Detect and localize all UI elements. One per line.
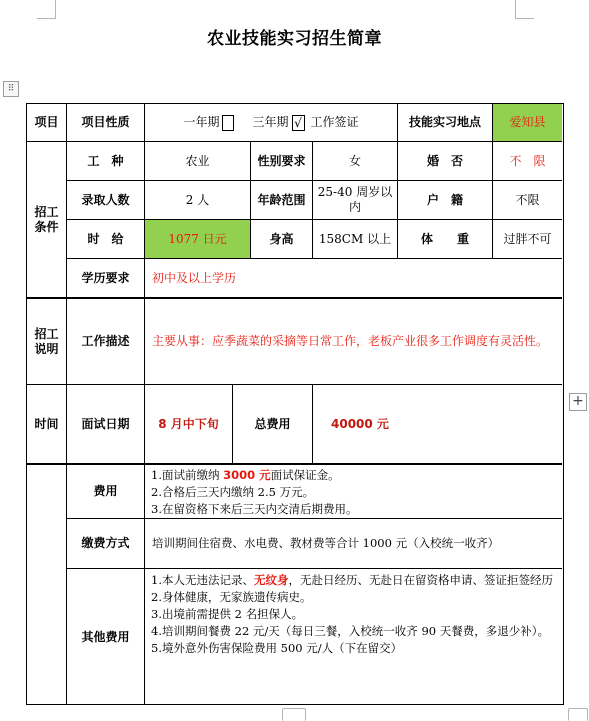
location-label: 技能实习地点: [398, 104, 493, 142]
other-line-5: 5.境外意外伤害保险费用 500 元/人（下在留交）: [151, 641, 403, 655]
headcount-value: 2 人: [145, 181, 251, 220]
recruit-desc-section-label: 招工说明: [27, 299, 67, 385]
crop-mark-top-left: [37, 0, 56, 19]
table-move-handle-icon[interactable]: ⠿: [3, 81, 19, 97]
option-three-year-label: 三年期: [252, 115, 289, 129]
job-type-label: 工 种: [67, 142, 145, 181]
age-value: 25-40 周岁以内: [313, 181, 398, 220]
weight-value: 过胖不可: [493, 220, 562, 259]
job-type-value: 农业: [145, 142, 251, 181]
education-value: 初中及以上学历: [145, 259, 562, 299]
location-value: 爱知县: [493, 104, 562, 142]
total-fee-value: 40000 元: [313, 385, 562, 465]
document-title: 农业技能实习招生简章: [207, 29, 382, 49]
other-line-3: 3.出境前需提供 2 名担保人。: [151, 607, 304, 621]
headcount-label: 录取人数: [67, 181, 145, 220]
payment-method-value: 培训期间住宿费、水电费、教材费等合计 1000 元（入校统一收齐）: [145, 519, 562, 569]
add-row-icon[interactable]: +: [569, 393, 587, 411]
interview-date-value: 8 月中下旬: [145, 385, 233, 465]
page-tab-bottom: [282, 708, 306, 721]
other-line-1-prefix: 1.本人无违法记录、: [151, 573, 254, 587]
work-desc-value: 主要从事：应季蔬菜的采摘等日常工作，老板产业很多工作调度有灵活性。: [145, 299, 562, 385]
gender-label: 性别要求: [251, 142, 313, 181]
no-tattoo-text: 无纹身: [253, 573, 289, 587]
total-fee-label: 总费用: [233, 385, 313, 465]
hukou-label: 户 籍: [398, 181, 493, 220]
other-fees-details: [145, 569, 562, 705]
other-fees-label: 其他费用: [67, 569, 145, 705]
fee-line-1-prefix: 1.面试前缴纳: [151, 468, 224, 482]
option-work-visa-label: 工作签证: [310, 115, 359, 129]
nature-header: 项目性质: [67, 104, 145, 142]
item-header: 项目: [27, 104, 67, 142]
one-year-checkbox[interactable]: [222, 115, 234, 131]
wage-label: 时 给: [67, 220, 145, 259]
term-options: [145, 104, 398, 142]
time-section-label: 时间: [27, 385, 67, 465]
height-label: 身高: [251, 220, 313, 259]
payment-method-label: 缴费方式: [67, 519, 145, 569]
hukou-value: 不限: [493, 181, 562, 220]
crop-mark-top-right: [515, 0, 534, 19]
fee-label: 费用: [67, 465, 145, 519]
wage-value: 1077 日元: [145, 220, 251, 259]
weight-label: 体 重: [398, 220, 493, 259]
recruitment-table: [26, 103, 564, 705]
fee-line-3: 3.在留资格下来后三天内交清后期费用。: [151, 502, 358, 516]
fee-line-1-suffix: 面试保证金。: [270, 468, 340, 482]
fee-details: [145, 465, 562, 519]
education-label: 学历要求: [67, 259, 145, 299]
height-value: 158CM 以上: [313, 220, 398, 259]
interview-date-label: 面试日期: [67, 385, 145, 465]
marriage-label: 婚 否: [398, 142, 493, 181]
fee-line-2: 2.合格后三天内缴纳 2.5 万元。: [151, 485, 315, 499]
age-label: 年龄范围: [251, 181, 313, 220]
other-line-4: 4.培训期间餐费 22 元/天（每日三餐，入校统一收齐 90 天餐费，多退少补）。: [151, 624, 549, 638]
recruit-section-label: 招工条件: [27, 142, 67, 299]
option-one-year-label: 一年期: [183, 115, 220, 129]
other-line-2: 2.身体健康，无家族遗传病史。: [151, 590, 312, 604]
other-line-1-suffix: ，无赴日经历、无赴日在留资格申请、签证拒签经历: [288, 573, 553, 587]
three-year-checkbox[interactable]: √: [292, 115, 305, 131]
work-desc-label: 工作描述: [67, 299, 145, 385]
gender-value: 女: [313, 142, 398, 181]
marriage-value: 不 限: [493, 142, 562, 181]
fees-section-empty: [27, 465, 67, 705]
fee-deposit-amount: 3000 元: [223, 468, 271, 482]
page-tab-bottom-right: [568, 708, 588, 721]
